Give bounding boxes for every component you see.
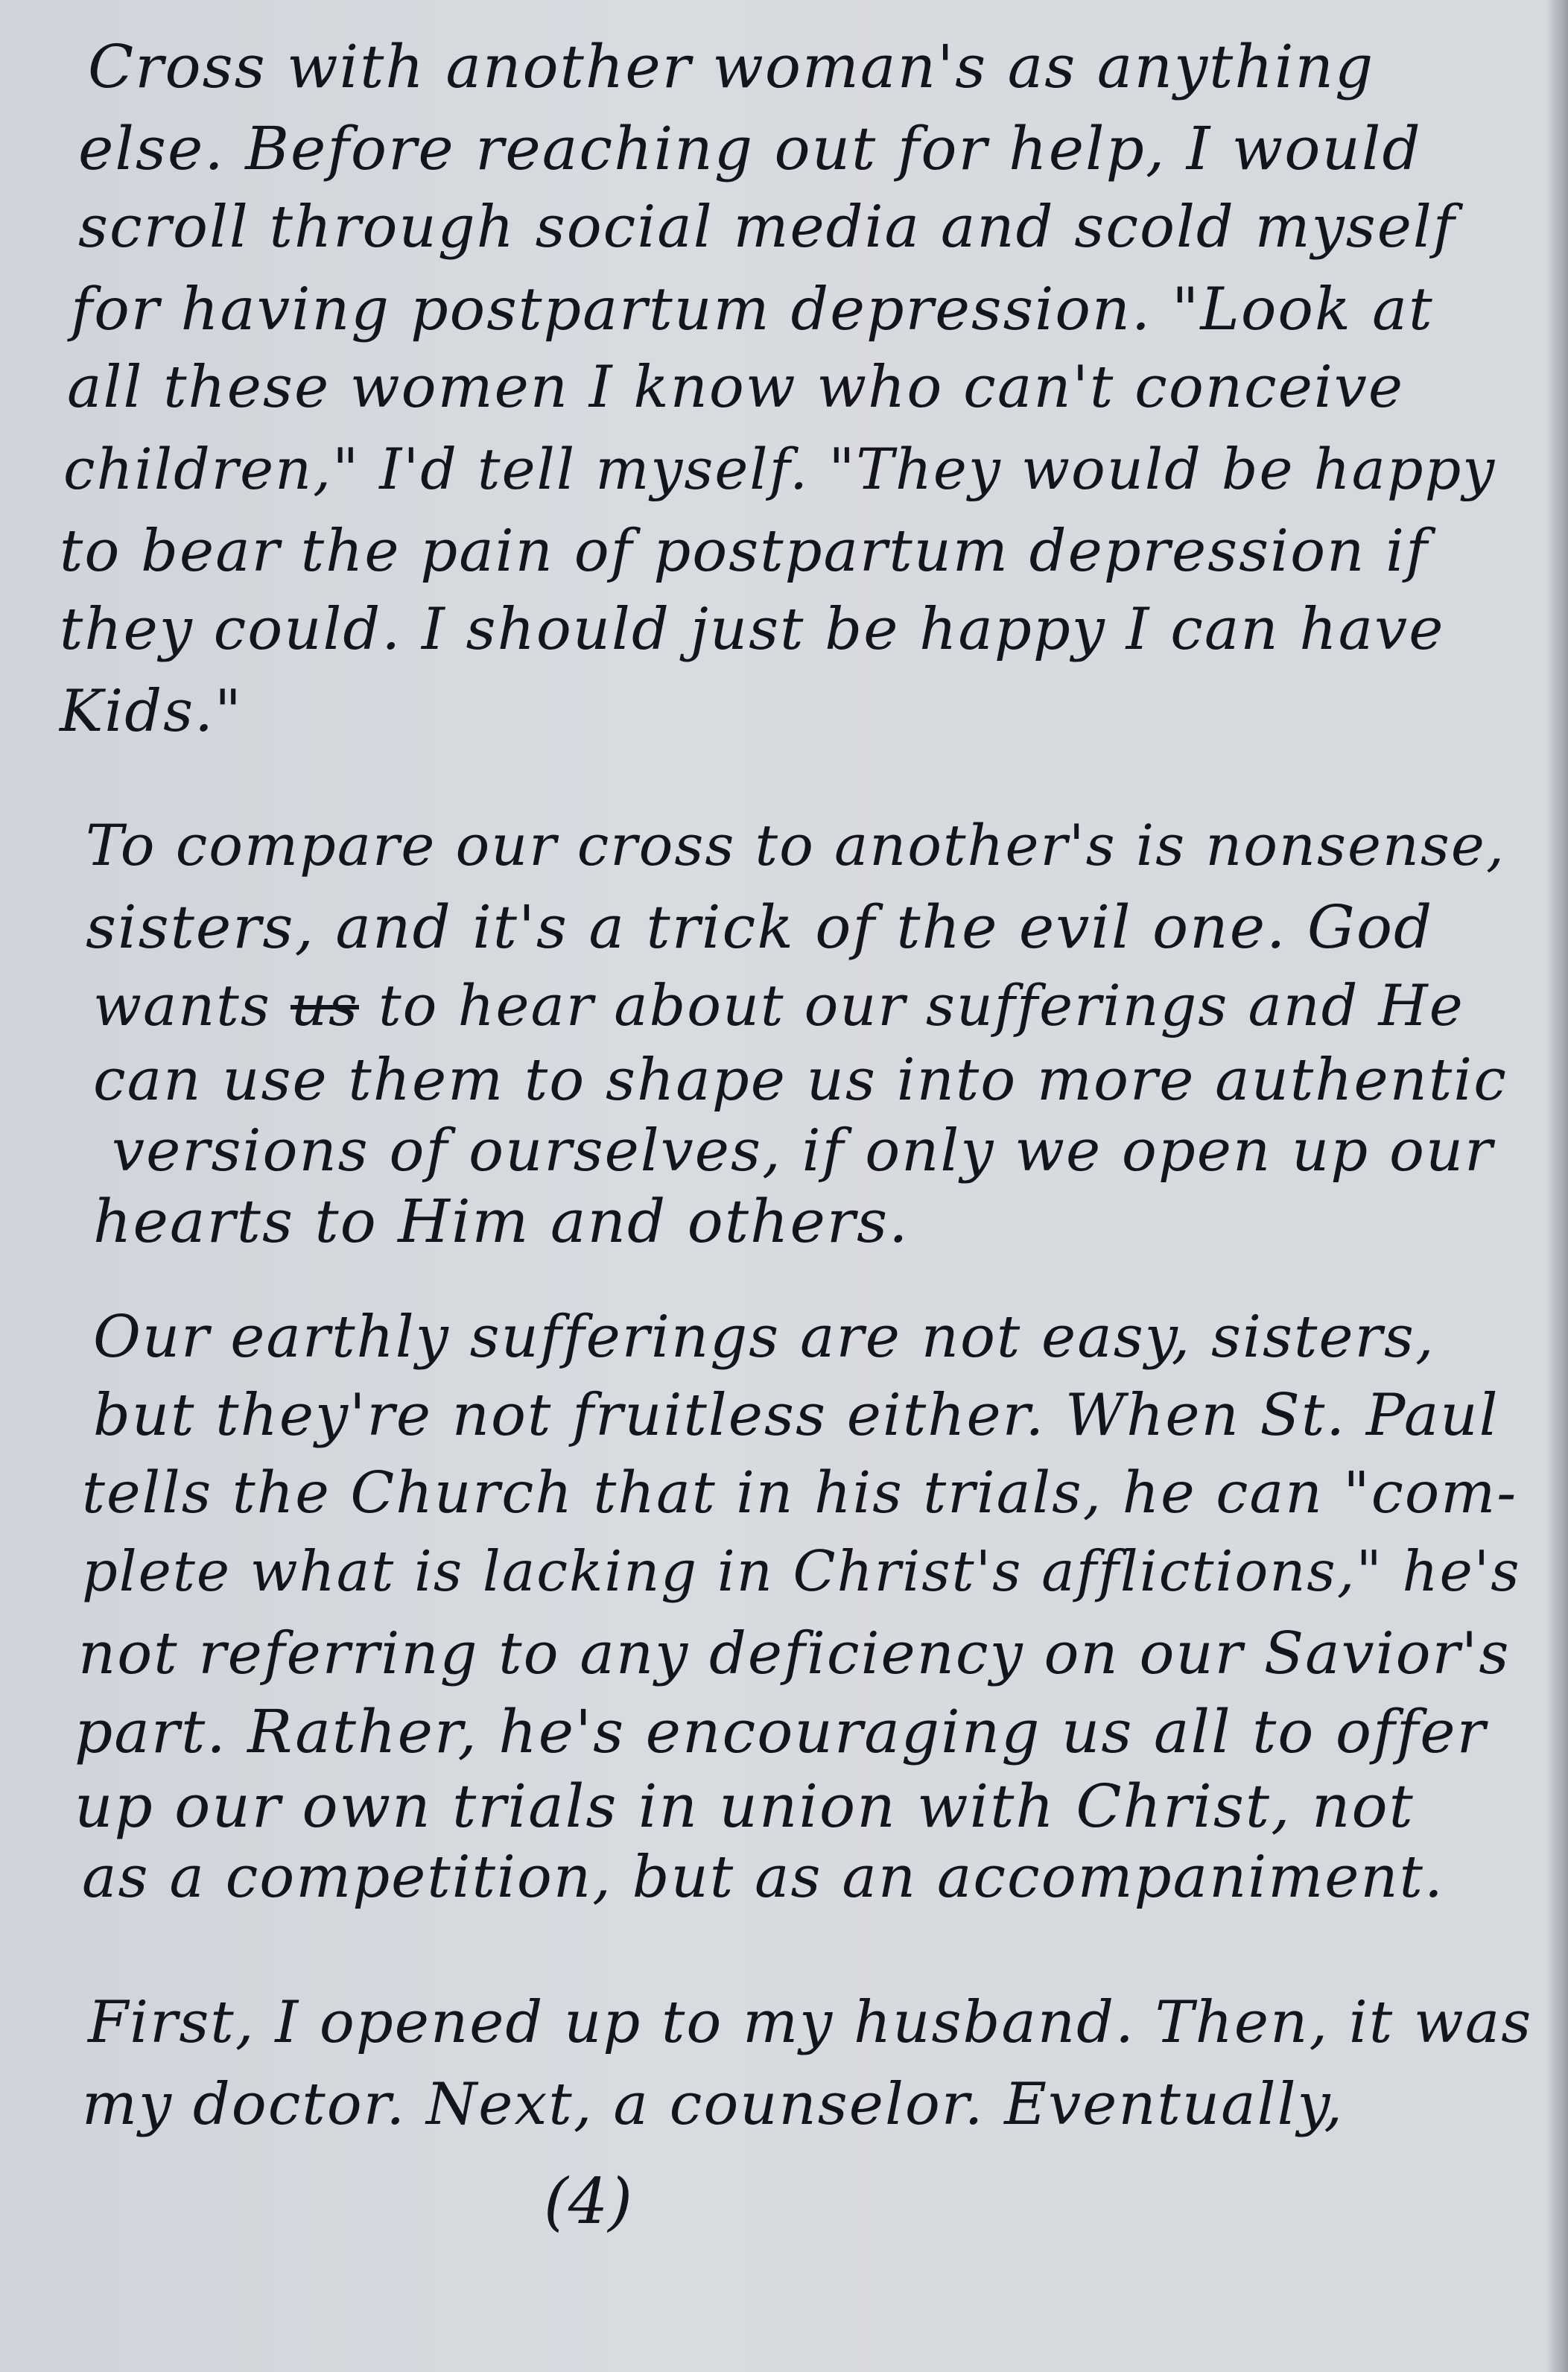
text-line: plete what is lacking in Christ's afflictions," he's xyxy=(82,1539,1521,1604)
text-line: To compare our cross to another's is nonsense, xyxy=(86,812,1506,878)
text-line: my doctor. Next, a counselor. Eventually, xyxy=(82,2071,1345,2138)
text-line: Cross with another woman's as anything xyxy=(88,32,1375,101)
text-line: First, I opened up to my husband. Then, it was xyxy=(88,1989,1533,2056)
text-line: tells the Church that in his trials, he can "com- xyxy=(82,1460,1518,1526)
text-line: versions of ourselves, if only we open up our xyxy=(112,1117,1494,1185)
text-line: else. Before reaching out for help, I would xyxy=(78,114,1422,183)
text-line: as a competition, but as an accompaniment. xyxy=(82,1844,1444,1911)
text-line: hearts to Him and others. xyxy=(93,1187,910,1256)
page-number: (4) xyxy=(544,2165,632,2238)
text-line: all these women I know who can't conceive xyxy=(67,354,1405,421)
text-line: they could. I should just be happy I can have xyxy=(60,596,1445,663)
text-line: scroll through social media and scold myself xyxy=(78,194,1456,261)
text-line: up our own trials in union with Christ, not xyxy=(74,1772,1415,1841)
text-line: not referring to any deficiency on our Savior's xyxy=(78,1620,1511,1687)
text-line: Our earthly sufferings are not easy, sisters, xyxy=(93,1304,1435,1371)
text-line: but they're not fruitless either. When St. Paul xyxy=(93,1382,1499,1449)
text-line: can use them to shape us into more authentic xyxy=(93,1047,1508,1114)
page-edge-shadow xyxy=(1546,0,1568,2372)
text-line: part. Rather, he's encouraging us all to offer xyxy=(74,1697,1487,1766)
text-line: wants us to hear about our sufferings and He xyxy=(93,972,1464,1038)
text-line: children," I'd tell myself. "They would be happy xyxy=(63,436,1496,502)
struck-word: us xyxy=(291,972,359,1038)
text-line: sisters, and it's a trick of the evil one. God xyxy=(86,892,1434,962)
text-line: for having postpartum depression. "Look at xyxy=(71,275,1434,343)
text-line: Kids." xyxy=(60,678,243,745)
text-line: to bear the pain of postpartum depression if xyxy=(60,518,1429,585)
